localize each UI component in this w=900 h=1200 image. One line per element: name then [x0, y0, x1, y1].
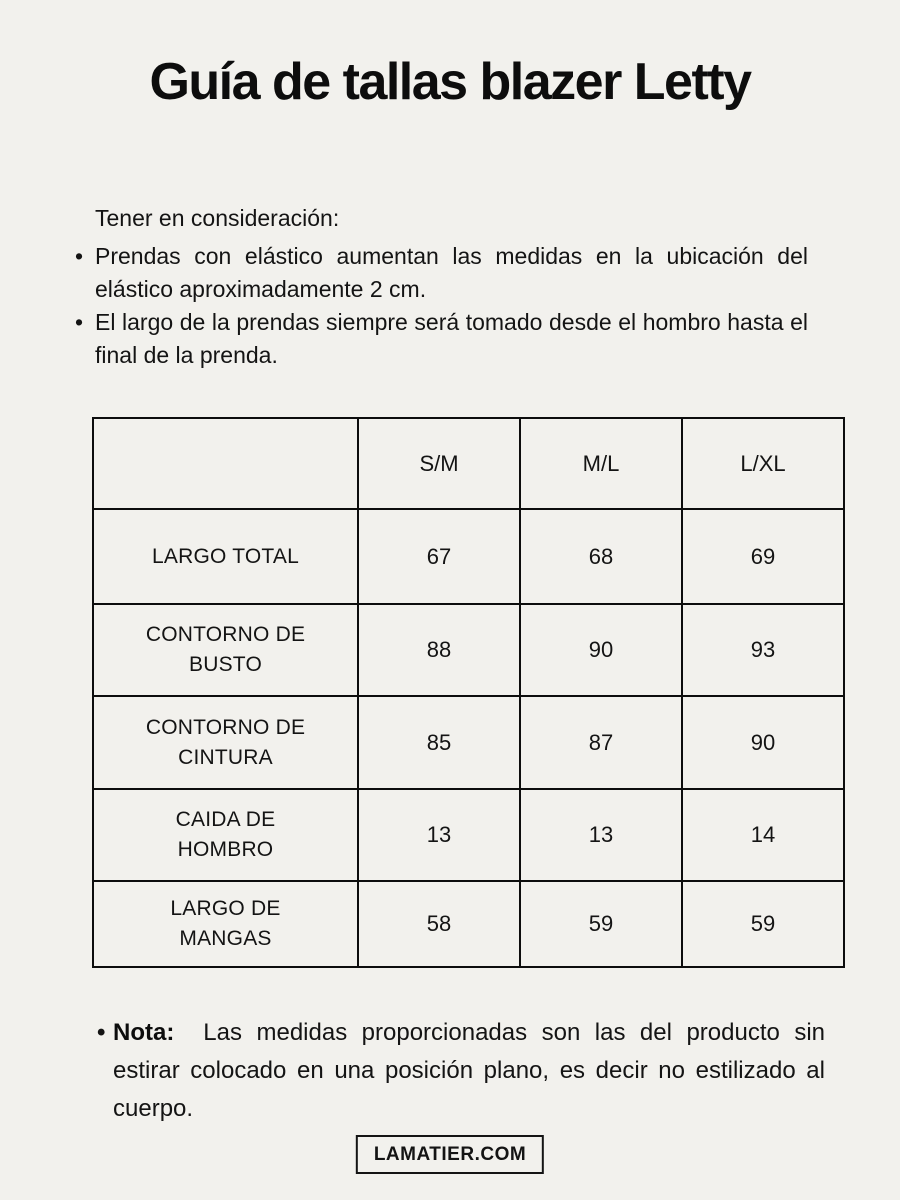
measurement-value: 90 [520, 604, 682, 696]
table-row [93, 789, 844, 881]
measurement-value: 59 [520, 881, 682, 967]
measurement-value: 13 [520, 789, 682, 881]
note-text [97, 1014, 825, 1128]
note-body: Las medidas proporcionadas son las del producto sin estirar colocado en una posición plano, es decir no estilizado al cuerpo. [113, 1019, 825, 1122]
measurement-value: 85 [358, 696, 520, 789]
column-header-lxl: L/XL [682, 418, 844, 509]
measurement-value: 67 [358, 509, 520, 604]
row-label: CONTORNO DE BUSTO [93, 604, 358, 696]
considerations-heading: Tener en consideración: [95, 205, 340, 231]
table-row [93, 509, 844, 604]
measurement-value: 90 [682, 696, 844, 789]
measurement-value: 93 [682, 604, 844, 696]
measurement-value: 13 [358, 789, 520, 881]
brand-text: LAMATIER.COM [373, 1144, 527, 1165]
measurement-value: 14 [682, 789, 844, 881]
column-header-ml: M/L [520, 418, 682, 509]
table-row [93, 604, 844, 696]
note-section [97, 1014, 825, 1128]
measurement-value: 88 [358, 604, 520, 696]
table-header-row [93, 418, 844, 509]
measurement-value: 69 [682, 509, 844, 604]
consideration-item: • Prendas con elástico aumentan las medidas en la ubicación del elástico aproximadamente 2 cm. [75, 240, 808, 306]
page-title: Guía de tallas blazer Letty [149, 53, 751, 111]
consideration-item: • El largo de la prendas siempre será tomado desde el hombro hasta el final de la prenda. [75, 306, 808, 372]
row-label: LARGO DE MANGAS [93, 881, 358, 967]
row-label: LARGO TOTAL [93, 509, 358, 604]
note-label: Nota: [113, 1019, 175, 1046]
table-row [93, 881, 844, 967]
row-label: CAIDA DE HOMBRO [93, 789, 358, 881]
row-label: CONTORNO DE CINTURA [93, 696, 358, 789]
measurement-value: 59 [682, 881, 844, 967]
measurement-value: 58 [358, 881, 520, 967]
size-table [92, 417, 845, 968]
column-header-sm: S/M [358, 418, 520, 509]
brand-box [356, 1135, 544, 1174]
table-row [93, 696, 844, 789]
measurement-value: 68 [520, 509, 682, 604]
considerations-list [75, 240, 808, 372]
corner-cell [93, 418, 358, 509]
measurement-value: 87 [520, 696, 682, 789]
